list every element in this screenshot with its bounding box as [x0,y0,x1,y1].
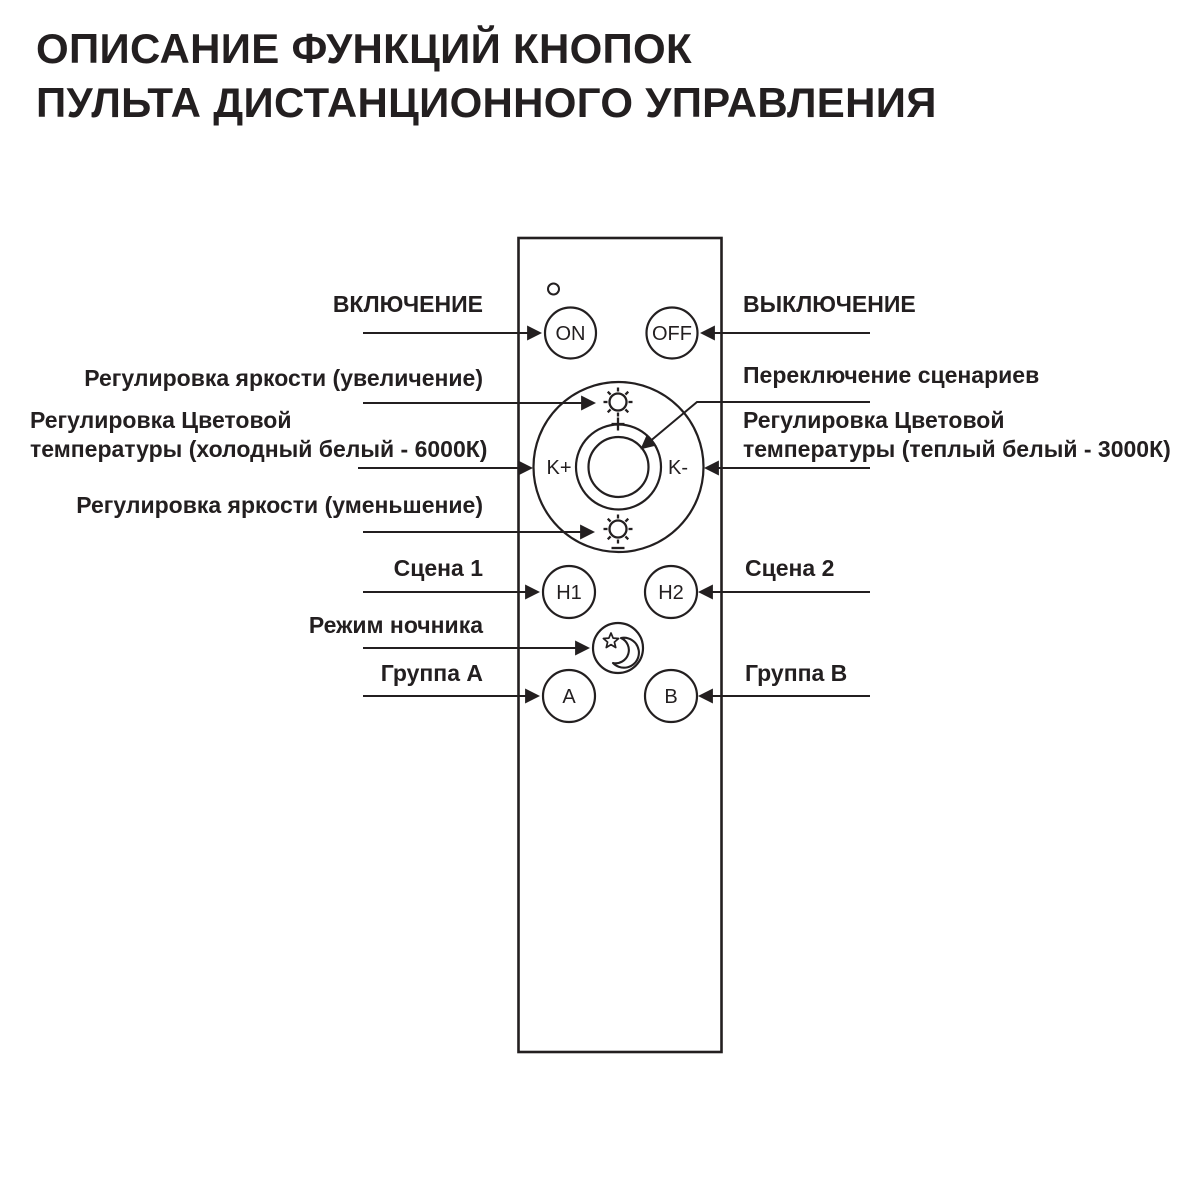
callout-night-mode: Режим ночника [308,612,483,638]
h2-button-label: H2 [658,582,684,604]
callout-group-a: Группа A [380,660,483,686]
callout-power-on: ВКЛЮЧЕНИЕ [332,291,483,317]
plus-sign-icon [612,418,625,431]
crescent-moon-shape [613,638,639,668]
h1-button [543,566,595,618]
star-shape [603,633,618,648]
off-button-label: OFF [652,323,692,345]
led-indicator-dot [548,284,559,295]
sun-plus-icon [604,388,633,417]
callout-cct-cold [30,406,487,464]
night-mode-button [593,623,643,673]
callout-group-b: Группа B [745,660,848,686]
group-a-button [543,670,595,722]
callout-cct-cold-line-2: температуры (холодный белый - 6000К) [30,436,488,462]
on-button-label: ON [555,323,586,345]
callout-cct-warm-line-1: Регулировка Цветовой [743,407,1005,433]
moon-star-icon [603,633,639,668]
callout-scene-2: Сцена 2 [745,555,835,581]
k-plus-label: K+ [546,457,572,479]
h2-button [645,566,697,618]
remote-body-outline [519,238,722,1052]
callout-scene-1: Сцена 1 [393,555,483,581]
callout-cct-warm-line-2: температуры (теплый белый - 3000К) [743,436,1171,462]
callout-brightness-down: Регулировка яркости (уменьшение) [76,492,483,518]
sun-minus-icon [604,515,633,544]
callout-scenarios: Переключение сценариев [743,362,1040,388]
h1-button-label: H1 [556,582,582,604]
group-a-button-label: A [562,686,576,708]
on-button [545,308,596,359]
callout-cct-cold-line-1: Регулировка Цветовой [30,407,292,433]
dial-control [534,382,704,552]
group-b-button-label: B [664,686,678,708]
dial-center-button [589,437,649,497]
page-title-line-1: ОПИСАНИЕ ФУНКЦИЙ КНОПОК [36,25,692,72]
callout-cct-warm [743,406,1171,464]
off-button [647,308,698,359]
group-b-button [645,670,697,722]
page-title-line-2: ПУЛЬТА ДИСТАНЦИОННОГО УПРАВЛЕНИЯ [36,79,937,126]
callout-power-off: ВЫКЛЮЧЕНИЕ [743,291,916,317]
k-minus-label: K- [668,457,688,479]
callout-brightness-up: Регулировка яркости (увеличение) [84,365,483,391]
